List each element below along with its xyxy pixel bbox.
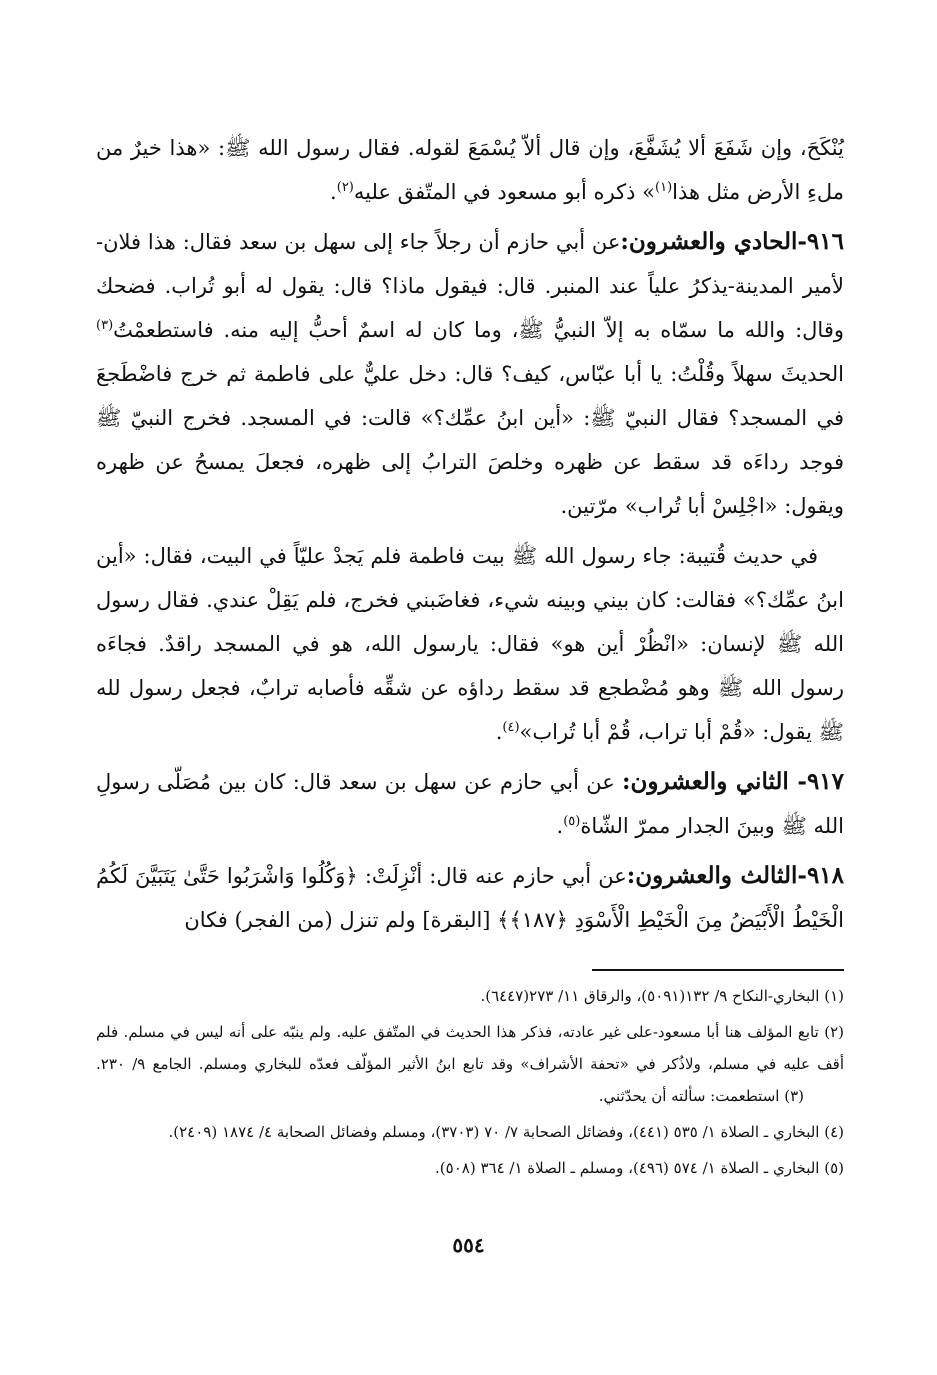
- footnote-ref-2[interactable]: (٢): [336, 180, 354, 195]
- hadith-title: الحادي والعشرون:: [620, 228, 798, 255]
- footnote-3: (٣) استطعمت: سألته أن يحدّثني.: [598, 1087, 804, 1105]
- main-text: [96, 126, 844, 942]
- hadith-917: ٩١٧- الثاني والعشرون: عن أبي حازم عن سهل بن سعد قال: كان بين مُصَلّى رسولِ الله ﷺ وبينَ الجدار ممرّ الشّاة$^{(٥)}$.: [96, 768, 844, 838]
- footnote-4: (٤) البخاري ـ الصلاة ١/ ٥٣٥ (٤٤١)، وفضائل الصحابة ٧/ ٧٠ (٣٧٠٣)، ومسلم وفضائل الصحابة ٤/ ١٨٧٤ (٢٤٠٩).: [168, 1123, 844, 1141]
- footnote-ref-5[interactable]: (٥): [563, 814, 581, 829]
- footnote-5: (٥) البخاري ـ الصلاة ١/ ٥٧٤ (٤٩٦)، ومسلم ـ الصلاة ١/ ٣٦٤ (٥٠٨).: [435, 1159, 844, 1177]
- hadith-number: ٩١٧-: [797, 768, 844, 795]
- footnote-1: (١) البخاري-النكاح ٩/ ١٣٢(٥٠٩١)، والرقاق ١١/ ٢٧٣(٦٤٤٧).: [480, 987, 844, 1005]
- footnote-ref-4[interactable]: (٤): [502, 720, 520, 735]
- footnote-2: (٢) تابع المؤلف هنا أبا مسعود-على غير عادته، فذكر هذا الحديث في المتّفق عليه. ولم ينبّه على أنه ليس في مسلم. فلم أقف عليه في مسلم، ولاذُكر في «تحفة الأشراف» وقد تابع ابنُ الأثير المؤلّف فعدّه للبخاري ومسلم. الجامع ٩/ ٢٣٠.(٣) استطعمت: سألته أن يحدّثني.: [96, 1016, 844, 1112]
- hadith-918: ٩١٨-الثالث والعشرون:عن أبي حازم عنه قال: أنْزِلَتْ: ﴿وَكُلُوا وَاشْرَبُوا حَتَّىٰ يَتَبَيَّنَ لَكُمُ الْخَيْطُ الْأَبْيَضُ مِنَ الْخَيْطِ الْأَسْوَدِ ﴿١٨٧﴾﴾ [البقرة] ولم تنزل (من الفجر) فكان: [96, 862, 844, 932]
- page-number: ٥٥٤: [452, 1233, 485, 1257]
- hadith-916: ٩١٦-الحادي والعشرون:عن أبي حازم أن رجلاً جاء إلى سهل بن سعد فقال: هذا فلان-لأمير المدينة-يذكرُ علياً عند المنبر. قال: فيقول ماذا؟ قال: يقول له أبو تُراب. فضحك وقال: والله ما سمّاه به إلاّ النبيُّ ﷺ، وما كان له اسمٌ أحبُّ إليه منه. فاستطعمْتُ$^{(٣)}$ الحديثَ سهلاً وقُلْتُ: يا أبا عبّاس، كيف؟ قال: دخل عليٌّ على فاطمة ثم خرج فاضْطَجعَ في المسجد؟ فقال النبيّ ﷺ: «أين ابنُ عمِّك؟» قالت: في المسجد. فخرج النبيّ ﷺ فوجد رداءَه قد سقط عن ظهره وخلصَ الترابُ إلى ظهره، فجعلَ يمسحُ عن ظهره ويقول: «اجْلِسْ أبا تُراب» مرّتين.: [96, 228, 844, 518]
- footnote-ref-1[interactable]: (١): [655, 180, 673, 195]
- qutayba-narration: في حديث قُتيبة: جاء رسول الله ﷺ بيت فاطمة فلم يَجدْ عليّاً في البيت، فقال: «أين ابنُ عمِّك؟» فقالت: كان بيني وبينه شيء، فغاضَبني فخرج، فلم يَقِلْ عندي. فقال رسول الله ﷺ لإنسان: «انْظُرْ أين هو» فقال: يارسول الله، هو في المسجد راقدٌ. فجاءَه رسول الله ﷺ وهو مُضْطجع قد سقط رداؤه عن شقِّه فأصابه ترابٌ، فجعل رسول لله ﷺ يقول: «قُمْ أبا تراب، قُمْ أبا تُراب»$^{(٤)}$.: [96, 544, 844, 744]
- footnote-divider: [592, 969, 844, 971]
- hadith-title: الثالث والعشرون:: [626, 862, 798, 889]
- footnotes: [96, 980, 844, 1188]
- footnote-ref-3[interactable]: (٣): [96, 318, 114, 333]
- hadith-number: ٩١٦-: [797, 228, 844, 255]
- hadith-number: ٩١٨-: [797, 862, 844, 889]
- hadith-title: الثاني والعشرون:: [622, 768, 798, 795]
- paragraph-continuation: يُنْكَحَ، وإن شَفَعَ ألا يُشَفَّعَ، وإن قال ألاّ يُسْمَعَ لقوله. فقال رسول الله ﷺ: «هذا خيرٌ من ملءِ الأرض مثل هذا$^{(١)}$» ذكره أبو مسعود في المتّفق عليه$^{(٢)}$.: [96, 136, 844, 204]
